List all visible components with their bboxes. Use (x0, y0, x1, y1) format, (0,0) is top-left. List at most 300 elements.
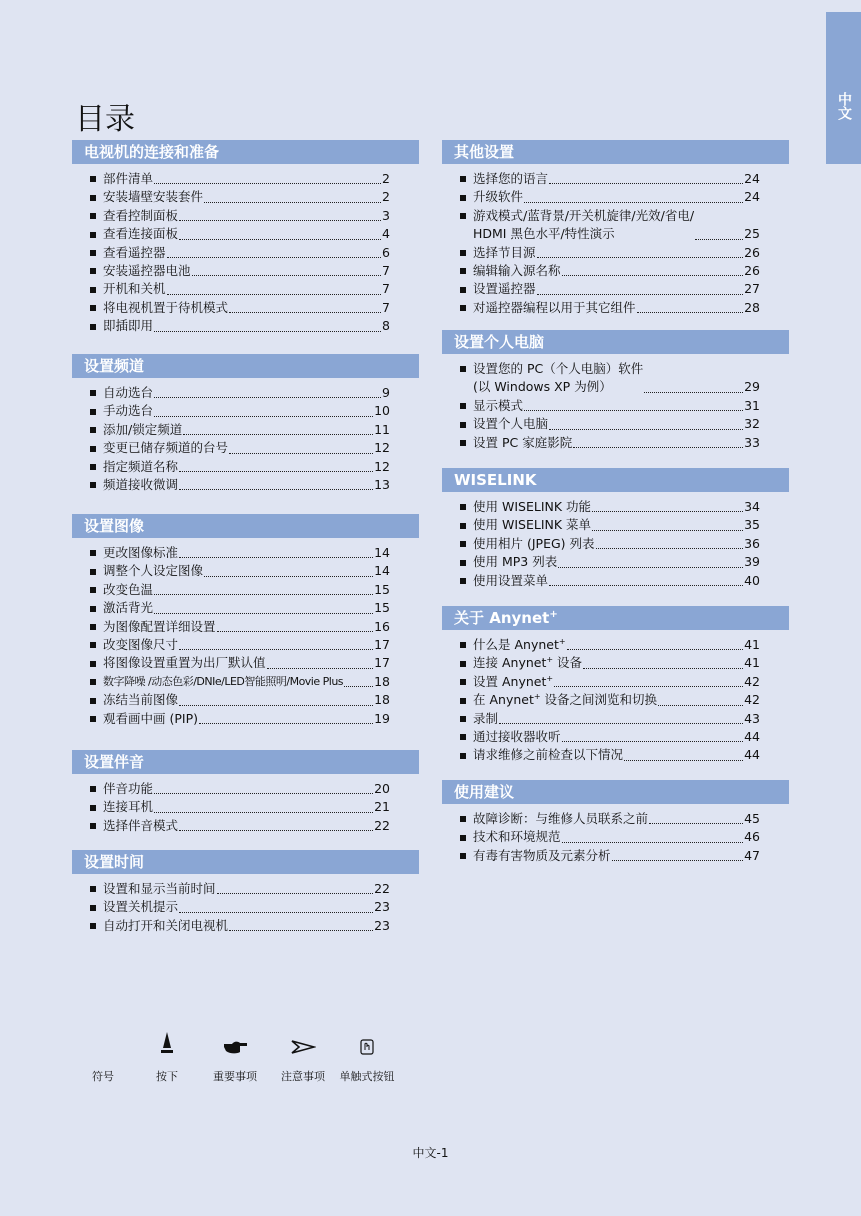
toc-entry-label (473, 746, 623, 764)
toc-entry[interactable] (103, 188, 390, 206)
toc-entry-page: 2 (382, 170, 390, 186)
dot-leader (204, 575, 373, 577)
legend-label: 按下 (156, 1070, 178, 1083)
toc-section (442, 606, 789, 763)
toc-entry[interactable] (103, 673, 390, 691)
page-number: 中文-1 (412, 1146, 449, 1160)
toc-entry-page: 16 (374, 618, 390, 634)
toc-entry-label (473, 828, 561, 846)
toc-entry-label (473, 360, 643, 397)
toc-entry-label (103, 476, 178, 494)
toc-entry-page: 9 (382, 384, 390, 400)
bullet-icon (90, 805, 96, 811)
bullet-icon (90, 786, 96, 792)
toc-entry[interactable] (103, 439, 390, 457)
toc-entry-label (473, 397, 523, 415)
toc-section (72, 140, 419, 334)
dot-leader (612, 859, 744, 861)
toc-entry-label (473, 434, 572, 452)
dot-leader (167, 256, 382, 258)
bullet-icon (460, 250, 466, 256)
toc-entry-page: 22 (374, 817, 390, 833)
toc-entry-label (103, 599, 153, 617)
bullet-icon (460, 504, 466, 510)
toc-entry[interactable] (103, 244, 390, 262)
toc-entry-text: 设置遥控器 (473, 281, 536, 297)
bullet-icon (90, 427, 96, 433)
toc-entry-label (103, 618, 216, 636)
dot-leader (537, 293, 744, 295)
dot-leader (695, 238, 743, 240)
toc-entry-page: 7 (382, 281, 390, 297)
toc-entry-text: 设置和显示当前时间 (103, 880, 216, 896)
bullet-icon (90, 886, 96, 892)
bullet-icon (90, 716, 96, 722)
dot-leader (524, 409, 743, 411)
toc-entry-superscript: + (558, 636, 566, 646)
toc-entry-label (103, 710, 198, 728)
bullet-icon (460, 268, 466, 274)
arrow-note-icon (290, 1039, 316, 1055)
toc-entry[interactable] (473, 397, 760, 415)
toc-entry[interactable] (103, 780, 390, 798)
dot-leader (154, 792, 373, 794)
toc-entry-text: 设置 PC 家庭影院 (473, 434, 573, 450)
dot-leader (567, 648, 744, 650)
toc-entry-text: 更改图像标准 (103, 544, 179, 560)
dot-leader (154, 415, 373, 417)
toc-entry[interactable] (473, 280, 760, 298)
toc-entry-page: 42 (744, 692, 760, 708)
dot-leader (229, 311, 381, 313)
toc-entry-text: 什么是 Anynet (473, 636, 559, 652)
toc-entry-text: 使用 WISELINK 菜单 (473, 517, 592, 533)
toc-entry[interactable] (103, 544, 390, 562)
dot-leader (229, 929, 373, 931)
toc-entry-text: 观看画中画 (PIP) (103, 710, 198, 726)
toc-entry-text: 技术和环境规范 (473, 829, 561, 845)
toc-entry-label (473, 710, 498, 728)
dot-leader (562, 841, 744, 843)
bullet-icon (460, 176, 466, 182)
toc-entry-label (103, 262, 191, 280)
toc-entry-label (103, 917, 228, 935)
bullet-icon (460, 578, 466, 584)
bullet-icon (90, 698, 96, 704)
dot-leader (179, 219, 381, 221)
toc-entry-label (103, 439, 228, 457)
toc-entry-label (473, 535, 595, 553)
bullet-icon (460, 698, 466, 704)
toc-entry-text: 手动选台 (103, 403, 154, 419)
section-heading (442, 468, 789, 492)
toc-entry-text: 设置个人电脑 (473, 416, 549, 432)
page-title: 目录 (75, 102, 135, 137)
bullet-icon (460, 642, 466, 648)
bullet-icon (90, 550, 96, 556)
dot-leader (658, 704, 743, 706)
bullet-icon (90, 679, 96, 685)
toc-entry-page: 24 (744, 189, 760, 205)
toc-entry[interactable] (103, 917, 390, 935)
dot-leader (592, 529, 743, 531)
toc-entry-page: 40 (744, 572, 760, 588)
bullet-icon (460, 734, 466, 740)
section-heading (72, 514, 419, 538)
dot-leader (179, 911, 373, 913)
toc-section (442, 140, 789, 315)
dot-leader (192, 274, 382, 276)
bullet-icon (460, 422, 466, 428)
toc-entry-page: 26 (744, 244, 760, 260)
legend-label: 重要事项 (213, 1070, 257, 1083)
toc-entry-label (103, 562, 203, 580)
section-heading-text: WISELINK (454, 471, 537, 489)
bullet-icon (90, 482, 96, 488)
bullet-icon (460, 287, 466, 293)
toc-entry-page: 31 (744, 397, 760, 413)
toc-entry-text: 对遥控器编程以用于其它组件 (473, 299, 636, 315)
bullet-icon (90, 661, 96, 667)
toc-section (72, 514, 419, 726)
toc-entry-list (473, 498, 760, 590)
toc-entry[interactable] (103, 384, 390, 402)
bullet-icon (90, 324, 96, 330)
toc-entry-label (473, 498, 591, 516)
toc-entry[interactable] (103, 710, 390, 728)
bullet-icon (90, 409, 96, 415)
toc-entry[interactable] (103, 562, 390, 580)
bullet-icon (460, 716, 466, 722)
toc-entry-list (103, 384, 390, 494)
section-heading (72, 354, 419, 378)
toc-entry-list (473, 810, 760, 865)
toc-entry-text-suffix: 设备 (553, 655, 583, 671)
toc-entry-text: 部件清单 (103, 170, 154, 186)
toc-entry-list (103, 544, 390, 728)
toc-entry-page: 17 (374, 636, 390, 652)
toc-entry-text: 变更已储存频道的台号 (103, 440, 229, 456)
toc-entry-page: 18 (374, 673, 390, 689)
dot-leader (637, 311, 744, 313)
toc-entry[interactable] (473, 847, 760, 865)
dot-leader (167, 293, 382, 295)
toc-entry-page: 18 (374, 692, 390, 708)
toc-entry-text: 安装遥控器电池 (103, 262, 191, 278)
bullet-icon (460, 679, 466, 685)
toc-entry-page: 39 (744, 554, 760, 570)
dot-leader (267, 667, 374, 669)
toc-entry-label (473, 572, 548, 590)
toc-entry[interactable] (473, 710, 760, 728)
bullet-icon (90, 176, 96, 182)
toc-entry-text: 自动选台 (103, 384, 154, 400)
toc-entry[interactable] (103, 880, 390, 898)
toc-entry[interactable] (103, 898, 390, 916)
toc-entry[interactable] (473, 262, 760, 280)
dot-leader (154, 396, 381, 398)
toc-entry[interactable] (103, 654, 390, 672)
section-heading (72, 140, 419, 164)
dot-leader (179, 704, 373, 706)
bullet-icon (460, 523, 466, 529)
section-heading-text: 设置个人电脑 (454, 333, 545, 351)
toc-entry-text: 使用 MP3 列表 (473, 554, 558, 570)
toc-entry[interactable] (473, 553, 760, 571)
toc-entry-label (103, 898, 178, 916)
bullet-icon (460, 560, 466, 566)
toc-entry-text: 录制 (473, 710, 499, 726)
dot-leader (624, 759, 743, 761)
bullet-icon (460, 541, 466, 547)
toc-entry-text: 改变色温 (103, 581, 154, 597)
toc-entry[interactable] (473, 498, 760, 516)
toc-entry-text: 设置您的 PC（个人电脑）软件 (以 Windows XP 为例） (473, 360, 644, 395)
toc-entry-text: 连接耳机 (103, 799, 154, 815)
bullet-icon (90, 624, 96, 630)
dot-leader (537, 256, 744, 258)
bullet-icon (90, 305, 96, 311)
toc-entry-text: 选择伴音模式 (103, 817, 179, 833)
toc-entry-label (103, 384, 153, 402)
toc-entry-text: 升级软件 (473, 189, 524, 205)
section-heading-text: 其他设置 (454, 143, 515, 161)
section-heading-text: 设置图像 (84, 517, 145, 535)
toc-entry-label (103, 244, 166, 262)
dot-leader (204, 201, 381, 203)
toc-entry[interactable] (473, 299, 760, 317)
language-tab (826, 12, 861, 164)
toc-entry-page: 28 (744, 299, 760, 315)
dot-leader (154, 811, 373, 813)
toc-entry[interactable] (103, 262, 390, 280)
toc-entry[interactable] (473, 746, 760, 764)
toc-entry-page: 19 (374, 710, 390, 726)
bullet-icon (90, 213, 96, 219)
toc-entry-label (103, 170, 153, 188)
toc-entry[interactable] (473, 434, 760, 452)
toc-entry-label (103, 299, 228, 317)
toc-entry[interactable] (473, 572, 760, 590)
dot-leader (524, 201, 743, 203)
toc-entry-text: 使用 WISELINK 功能 (473, 498, 592, 514)
toc-entry-list (103, 880, 390, 935)
section-heading (72, 750, 419, 774)
dot-leader (573, 446, 743, 448)
toc-entry-label (103, 673, 343, 691)
bullet-icon (460, 853, 466, 859)
bullet-icon (90, 606, 96, 612)
toc-entry-label (473, 262, 561, 280)
toc-entry-page: 33 (744, 434, 760, 450)
toc-entry-label (473, 415, 548, 433)
toc-entry-page: 14 (374, 544, 390, 560)
toc-entry[interactable] (473, 188, 760, 206)
bullet-icon (460, 403, 466, 409)
toc-entry[interactable] (103, 691, 390, 709)
dot-leader (554, 685, 743, 687)
toc-entry-page: 2 (382, 189, 390, 205)
toc-entry-page: 23 (374, 917, 390, 933)
toc-entry-text: 将图像设置重置为出厂默认值 (103, 655, 266, 671)
toc-entry-text: 游戏模式/蓝背景/开关机旋律/光效/省电/ HDMI 黑色水平/特性演示 (473, 207, 695, 242)
legend-label: 注意事项 (281, 1070, 325, 1083)
toc-entry[interactable] (103, 476, 390, 494)
toc-entry-page: 26 (744, 262, 760, 278)
toc-entry-list (473, 170, 760, 317)
toc-entry-page: 27 (744, 281, 760, 297)
toc-entry[interactable] (103, 599, 390, 617)
toc-entry-text: 设置关机提示 (103, 899, 179, 915)
dot-leader (154, 182, 381, 184)
toc-entry[interactable] (473, 415, 760, 433)
toc-entry[interactable] (473, 516, 760, 534)
toc-entry[interactable] (473, 360, 760, 397)
toc-entry-label (103, 544, 178, 562)
bullet-icon (90, 905, 96, 911)
bullet-icon (90, 464, 96, 470)
toc-entry-label (103, 317, 153, 335)
toc-entry[interactable] (473, 244, 760, 262)
toc-entry[interactable] (103, 207, 390, 225)
toc-entry[interactable] (103, 636, 390, 654)
dot-leader (649, 822, 743, 824)
toc-entry-page: 41 (744, 636, 760, 652)
section-heading (442, 330, 789, 354)
toc-entry-page: 42 (744, 673, 760, 689)
toc-entry[interactable] (473, 728, 760, 746)
one-touch-button-icon (360, 1039, 374, 1055)
toc-entry-text: 使用相片 (JPEG) 列表 (473, 535, 595, 551)
toc-entry-page: 20 (374, 780, 390, 796)
toc-entry[interactable] (103, 581, 390, 599)
toc-entry-list (473, 360, 760, 452)
section-heading-text: 关于 Anynet (454, 609, 550, 627)
toc-entry-page: 44 (744, 747, 760, 763)
toc-entry-text: 添加/锁定频道 (103, 421, 183, 437)
section-heading (442, 606, 789, 630)
toc-section (442, 468, 789, 588)
toc-entry-page: 8 (382, 318, 390, 334)
toc-entry-page: 46 (744, 829, 760, 845)
bullet-icon (90, 642, 96, 648)
dot-leader (154, 593, 373, 595)
toc-entry-page: 7 (382, 262, 390, 278)
toc-entry[interactable] (103, 280, 390, 298)
bullet-icon (90, 195, 96, 201)
toc-entry-label (473, 188, 523, 206)
bullet-icon (90, 446, 96, 452)
toc-entry[interactable] (103, 421, 390, 439)
toc-entry-text: 调整个人设定图像 (103, 563, 204, 579)
toc-entry-text: 安装墙壁安装套件 (103, 189, 204, 205)
toc-entry[interactable] (103, 402, 390, 420)
toc-entry[interactable] (473, 170, 760, 188)
toc-entry-text: 有毒有害物质及元素分析 (473, 847, 611, 863)
toc-entry-page: 34 (744, 498, 760, 514)
dot-leader (179, 488, 373, 490)
toc-entry-label (473, 299, 636, 317)
toc-entry[interactable] (103, 798, 390, 816)
toc-entry-text-suffix: 设备之间浏览和切换 (540, 692, 658, 708)
toc-entry[interactable] (103, 458, 390, 476)
toc-entry-page: 25 (744, 226, 760, 242)
bullet-icon (90, 923, 96, 929)
toc-entry[interactable] (103, 817, 390, 835)
toc-entry-superscript: + (533, 692, 541, 701)
legend-label: 符号 (92, 1070, 114, 1083)
bullet-icon (460, 661, 466, 667)
toc-entry-page: 44 (744, 728, 760, 744)
toc-entry-text: 查看连接面板 (103, 226, 179, 242)
toc-entry-text: 使用设置菜单 (473, 572, 549, 588)
toc-entry-label (103, 581, 153, 599)
dot-leader (179, 470, 373, 472)
dot-leader (154, 330, 381, 332)
toc-entry-label (473, 516, 591, 534)
toc-entry[interactable] (103, 618, 390, 636)
toc-entry-list (473, 636, 760, 765)
toc-entry[interactable] (103, 317, 390, 335)
toc-section (72, 354, 419, 492)
toc-entry[interactable] (473, 810, 760, 828)
toc-entry-text: 设置 Anynet (473, 673, 547, 689)
toc-entry-page: 6 (382, 244, 390, 260)
toc-entry-label (473, 688, 657, 710)
toc-entry-list (103, 170, 390, 336)
toc-entry[interactable] (103, 225, 390, 243)
toc-entry[interactable] (103, 299, 390, 317)
toc-entry-text: 查看遥控器 (103, 244, 166, 260)
dot-leader (596, 547, 744, 549)
section-heading (442, 140, 789, 164)
toc-entry-page: 24 (744, 170, 760, 186)
bullet-icon (90, 250, 96, 256)
bullet-icon (90, 268, 96, 274)
bullet-icon (460, 440, 466, 446)
bullet-icon (460, 753, 466, 759)
toc-entry-page: 35 (744, 517, 760, 533)
section-heading (442, 780, 789, 804)
toc-entry-label (103, 421, 182, 439)
toc-entry-label (103, 225, 178, 243)
dot-leader (217, 630, 374, 632)
toc-entry[interactable] (473, 691, 760, 709)
toc-entry[interactable] (473, 207, 760, 244)
toc-entry-text: 指定频道名称 (103, 458, 179, 474)
toc-entry[interactable] (473, 535, 760, 553)
bullet-icon (460, 195, 466, 201)
toc-entry-text: 伴音功能 (103, 780, 154, 796)
toc-entry-page: 23 (374, 899, 390, 915)
toc-entry[interactable] (473, 828, 760, 846)
bullet-icon (460, 366, 466, 372)
toc-entry-text: 为图像配置详细设置 (103, 618, 216, 634)
toc-entry-text: 开机和关机 (103, 281, 166, 297)
toc-entry-label (473, 170, 548, 188)
toc-entry-page: 47 (744, 847, 760, 863)
toc-entry[interactable] (103, 170, 390, 188)
toc-entry-text: 编辑输入源名称 (473, 262, 561, 278)
dot-leader (217, 892, 374, 894)
toc-entry-label (103, 817, 178, 835)
toc-entry-label (473, 244, 536, 262)
dot-leader (229, 452, 373, 454)
toc-entry-page: 12 (374, 440, 390, 456)
symbol-legend (80, 1030, 410, 1090)
toc-entry-page: 13 (374, 476, 390, 492)
toc-entry-label (103, 402, 153, 420)
